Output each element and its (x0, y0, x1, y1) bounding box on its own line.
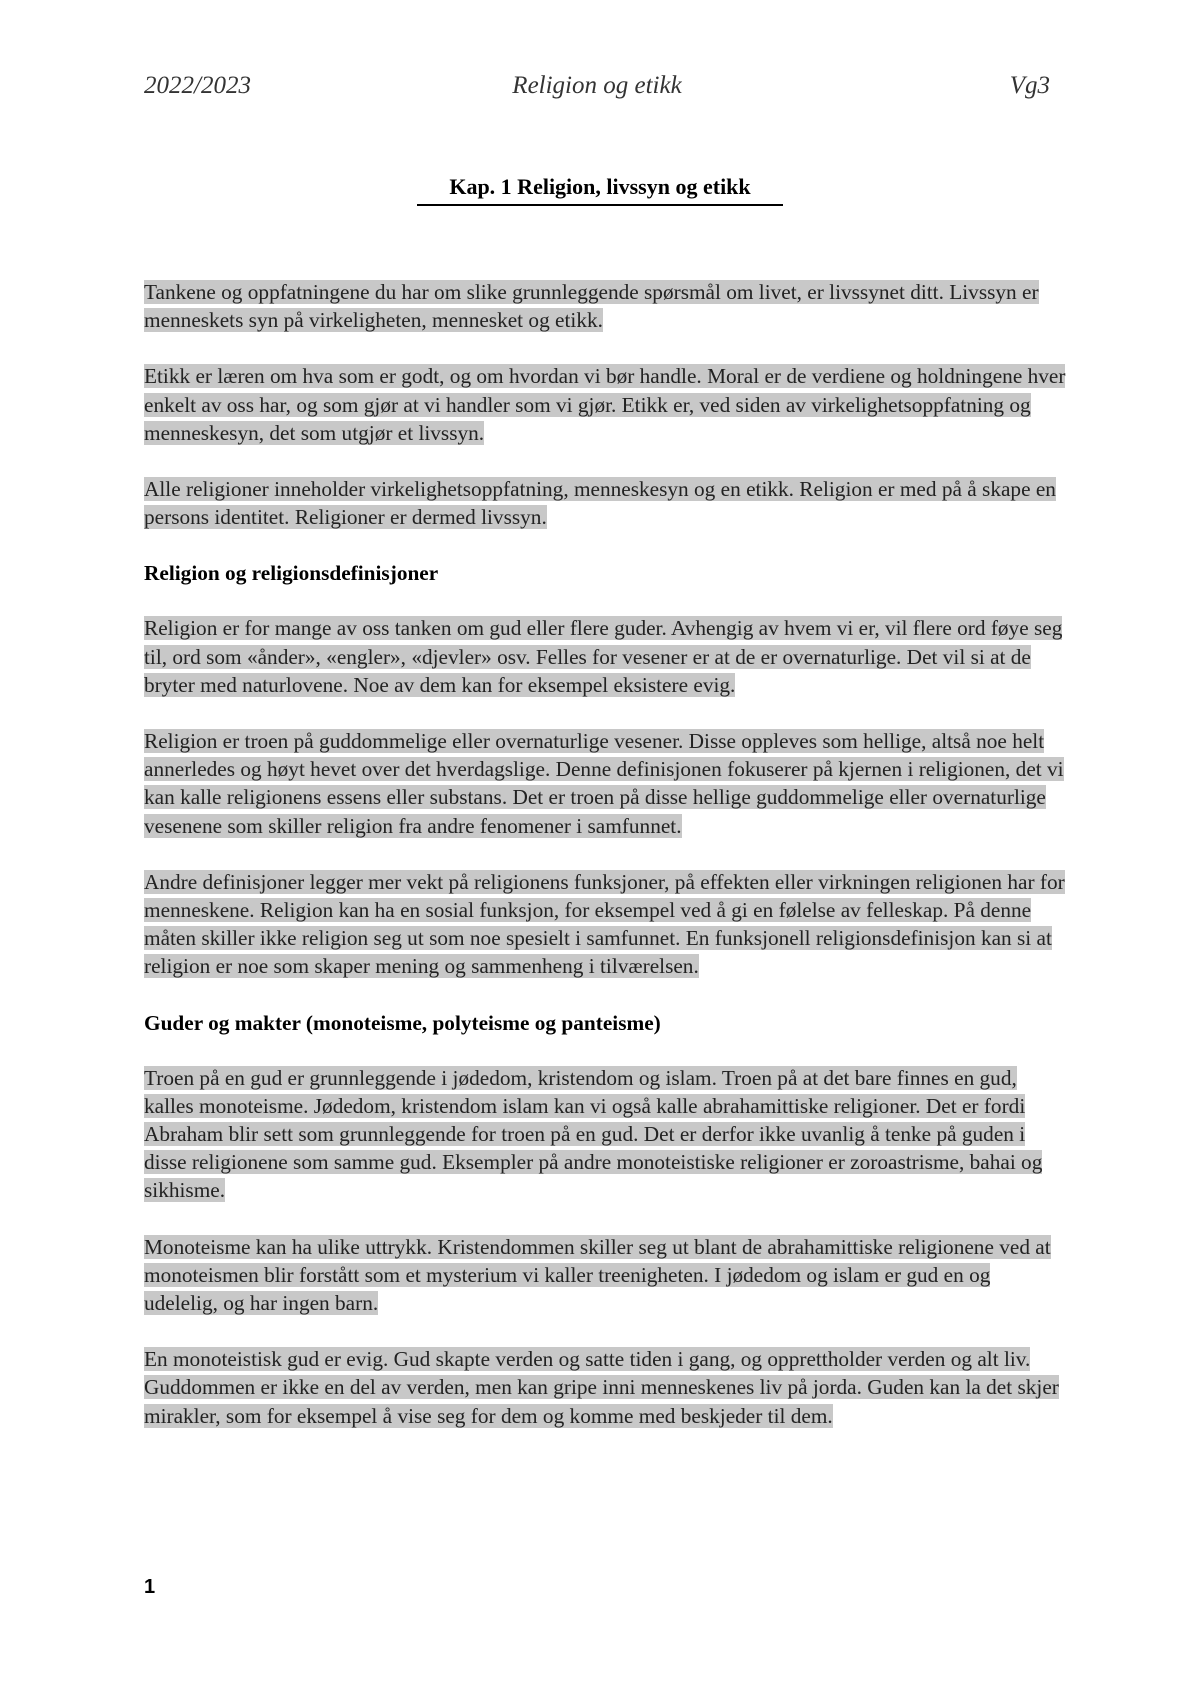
paragraph-etikk (144, 362, 1066, 447)
paragraph-text: Troen på en gud er grunnleggende i jødedom, kristendom og islam. Troen på at det bare finnes en gud, kalles monoteisme. Jødedom, kristendom islam kan vi også kalle abrahamittiske religioner. Det er fordi Abraham blir sett som grunnleggende for troen på en gud. Det er derfor ikke uvanlig å tenke på guden i disse religionene som samme gud. Eksempler på andre monoteistiske religioner er zoroastrisme, bahai og sikhisme. (144, 1065, 1043, 1203)
header-year: 2022/2023 (144, 72, 251, 99)
section-heading-religionsdefinisjoner: Religion og religionsdefinisjoner (144, 561, 439, 586)
page-number: 1 (144, 1576, 156, 1598)
paragraph-guder (144, 614, 1066, 699)
header-subject: Religion og etikk (512, 72, 682, 99)
paragraph-religioner (144, 475, 1066, 531)
page-header (144, 72, 1050, 108)
document-body (144, 278, 1066, 1458)
paragraph-text: Alle religioner inneholder virkelighetsoppfatning, menneskesyn og en etikk. Religion er med på å skape en persons identitet. Religioner er dermed livssyn. (144, 477, 1056, 530)
paragraph-text: Tankene og oppfatningene du har om slike grunnleggende spørsmål om livet, er livssynet ditt. Livssyn er menneskets syn på virkeligheten, mennesket og etikk. (144, 280, 1039, 333)
paragraph-text: En monoteistisk gud er evig. Gud skapte verden og satte tiden i gang, og opprettholder verden og alt liv. Guddommen er ikke en del av verden, men kan gripe inni menneskenes liv på jorda. Guden kan la det skjer mirakler, som for eksempel å vise seg for dem og komme med beskjeder til dem. (144, 1347, 1059, 1428)
paragraph-funksjonell-definisjon (144, 868, 1066, 981)
paragraph-monoteisme (144, 1064, 1066, 1205)
chapter-title: Kap. 1 Religion, livssyn og etikk (417, 172, 782, 206)
paragraph-text: Religion er troen på guddommelige eller overnaturlige vesener. Disse oppleves som hellige, altså noe helt annerledes og høyt hevet over det hverdagslige. Denne definisjonen fokuserer på kjernen i religionen, det vi kan kalle religionens essens eller substans. Det er troen på disse hellige guddommelige eller overnaturlige vesenene som skiller religion fra andre fenomener i samfunnet. (144, 729, 1064, 838)
paragraph-monoteistisk-gud (144, 1345, 1066, 1430)
section-heading-guder-og-makter: Guder og makter (monoteisme, polyteisme og panteisme) (144, 1010, 661, 1035)
title-wrap (0, 172, 1200, 206)
paragraph-monoteisme-uttrykk (144, 1233, 1066, 1318)
paragraph-text: Etikk er læren om hva som er godt, og om hvordan vi bør handle. Moral er de verdiene og holdningene hver enkelt av oss har, og som gjør at vi handler som vi gjør. Etikk er, ved siden av virkelighetsoppfatning og menneskesyn, det som utgjør et livssyn. (144, 364, 1066, 445)
paragraph-text: Monoteisme kan ha ulike uttrykk. Kristendommen skiller seg ut blant de abrahamittiske religionene ved at monoteismen blir forstått som et mysterium vi kaller treenigheten. I jødedom og islam er gud en og udelelig, og har ingen barn. (144, 1234, 1051, 1316)
header-grade: Vg3 (1009, 72, 1050, 99)
paragraph-substansiell-definisjon (144, 727, 1066, 840)
paragraph-livssyn (144, 278, 1066, 334)
paragraph-text: Andre definisjoner legger mer vekt på religionens funksjoner, på effekten eller virkningen religionen har for menneskene. Religion kan ha en sosial funksjon, for eksempel ved å gi en følelse av felleskap. På denne måten skiller ikke religion seg ut som noe spesielt i samfunnet. En funksjonell religionsdefinisjon kan si at religion er noe som skaper mening og sammenheng i tilværelsen. (144, 869, 1065, 979)
paragraph-text: Religion er for mange av oss tanken om gud eller flere guder. Avhengig av hvem vi er, vil flere ord føye seg til, ord som «ånder», «engler», «djevler» osv. Felles for vesener er at de er overnaturlige. Det vil si at de bryter med naturlovene. Noe av dem kan for eksempel eksistere evig. (144, 616, 1063, 697)
